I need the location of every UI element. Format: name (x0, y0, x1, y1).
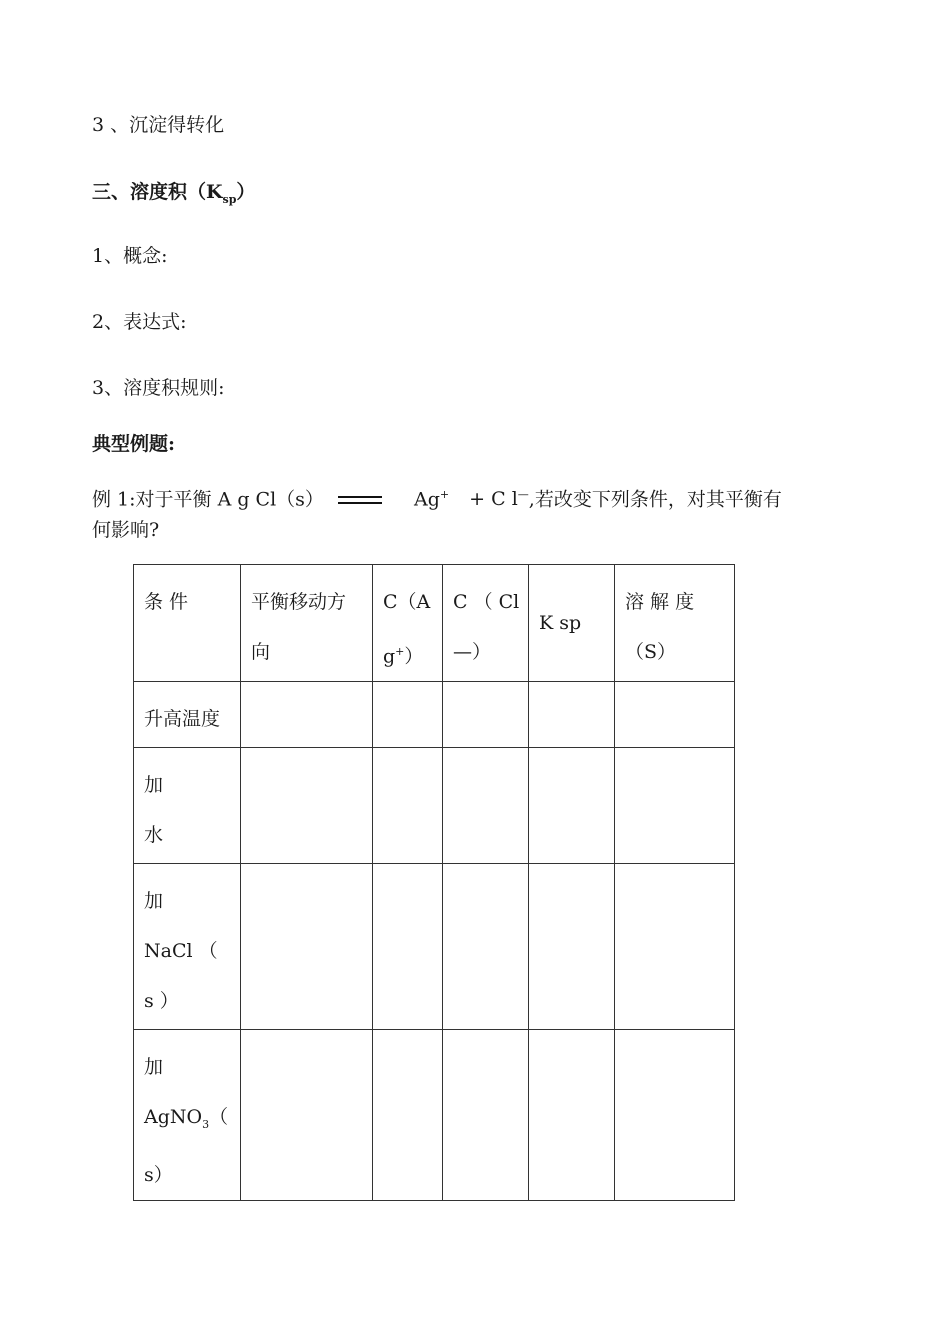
table-row (134, 682, 735, 748)
example-heading: 典型例题: (92, 433, 176, 455)
table-row (134, 1030, 735, 1201)
row-add-agno3: 加 AgNO$_3$（ s） (134, 1030, 241, 1201)
example-1-question: 何影响? (92, 519, 160, 541)
table-cell[interactable] (373, 682, 443, 748)
table-cell[interactable] (373, 864, 443, 1030)
rule-label: 3、溶度积规则: (92, 377, 225, 399)
table-cell[interactable] (529, 682, 615, 748)
header-direction: 平衡移动方向 (241, 565, 373, 682)
table-cell[interactable] (443, 864, 529, 1030)
table-cell[interactable] (443, 1030, 529, 1201)
table-cell[interactable] (373, 748, 443, 864)
conditions-table (133, 564, 735, 1201)
header-condition: 条 件 (134, 565, 241, 682)
header-c-cl: C （ Cl —） (443, 565, 529, 682)
table-cell[interactable] (443, 682, 529, 748)
example-1-equation: 例 1:对于平衡 A g Cl（s） Ag+ + C l—,若改变下列条件，对其平衡有 (92, 488, 782, 511)
table-cell[interactable] (241, 748, 373, 864)
equilibrium-arrow-icon (338, 494, 382, 506)
row-raise-temperature: 升高温度 (134, 682, 241, 748)
section-3-heading: 3 、沉淀得转化 (92, 114, 225, 136)
table-row (134, 748, 735, 864)
table-cell[interactable] (615, 1030, 735, 1201)
table-cell[interactable] (529, 864, 615, 1030)
expression-label: 2、表达式: (92, 311, 187, 333)
table-cell[interactable] (443, 748, 529, 864)
row-add-nacl: 加 NaCl （ s ） (134, 864, 241, 1030)
section-ksp-heading: 三、溶度积$(K_{sp})$ (92, 181, 256, 206)
concept-label: 1、概念: (92, 245, 168, 267)
table-cell[interactable] (615, 748, 735, 864)
table-header-row (134, 565, 735, 682)
table-row (134, 864, 735, 1030)
table-cell[interactable] (241, 1030, 373, 1201)
table-cell[interactable] (241, 682, 373, 748)
table-cell[interactable] (615, 864, 735, 1030)
table-cell[interactable] (529, 1030, 615, 1201)
table-cell[interactable] (529, 748, 615, 864)
table-cell[interactable] (241, 864, 373, 1030)
header-ksp: K sp (529, 565, 615, 682)
table-cell[interactable] (373, 1030, 443, 1201)
header-solubility: 溶 解 度（S） (615, 565, 735, 682)
row-add-water: 加 水 (134, 748, 241, 864)
table-cell[interactable] (615, 682, 735, 748)
header-c-ag: C（A g+） (373, 565, 443, 682)
